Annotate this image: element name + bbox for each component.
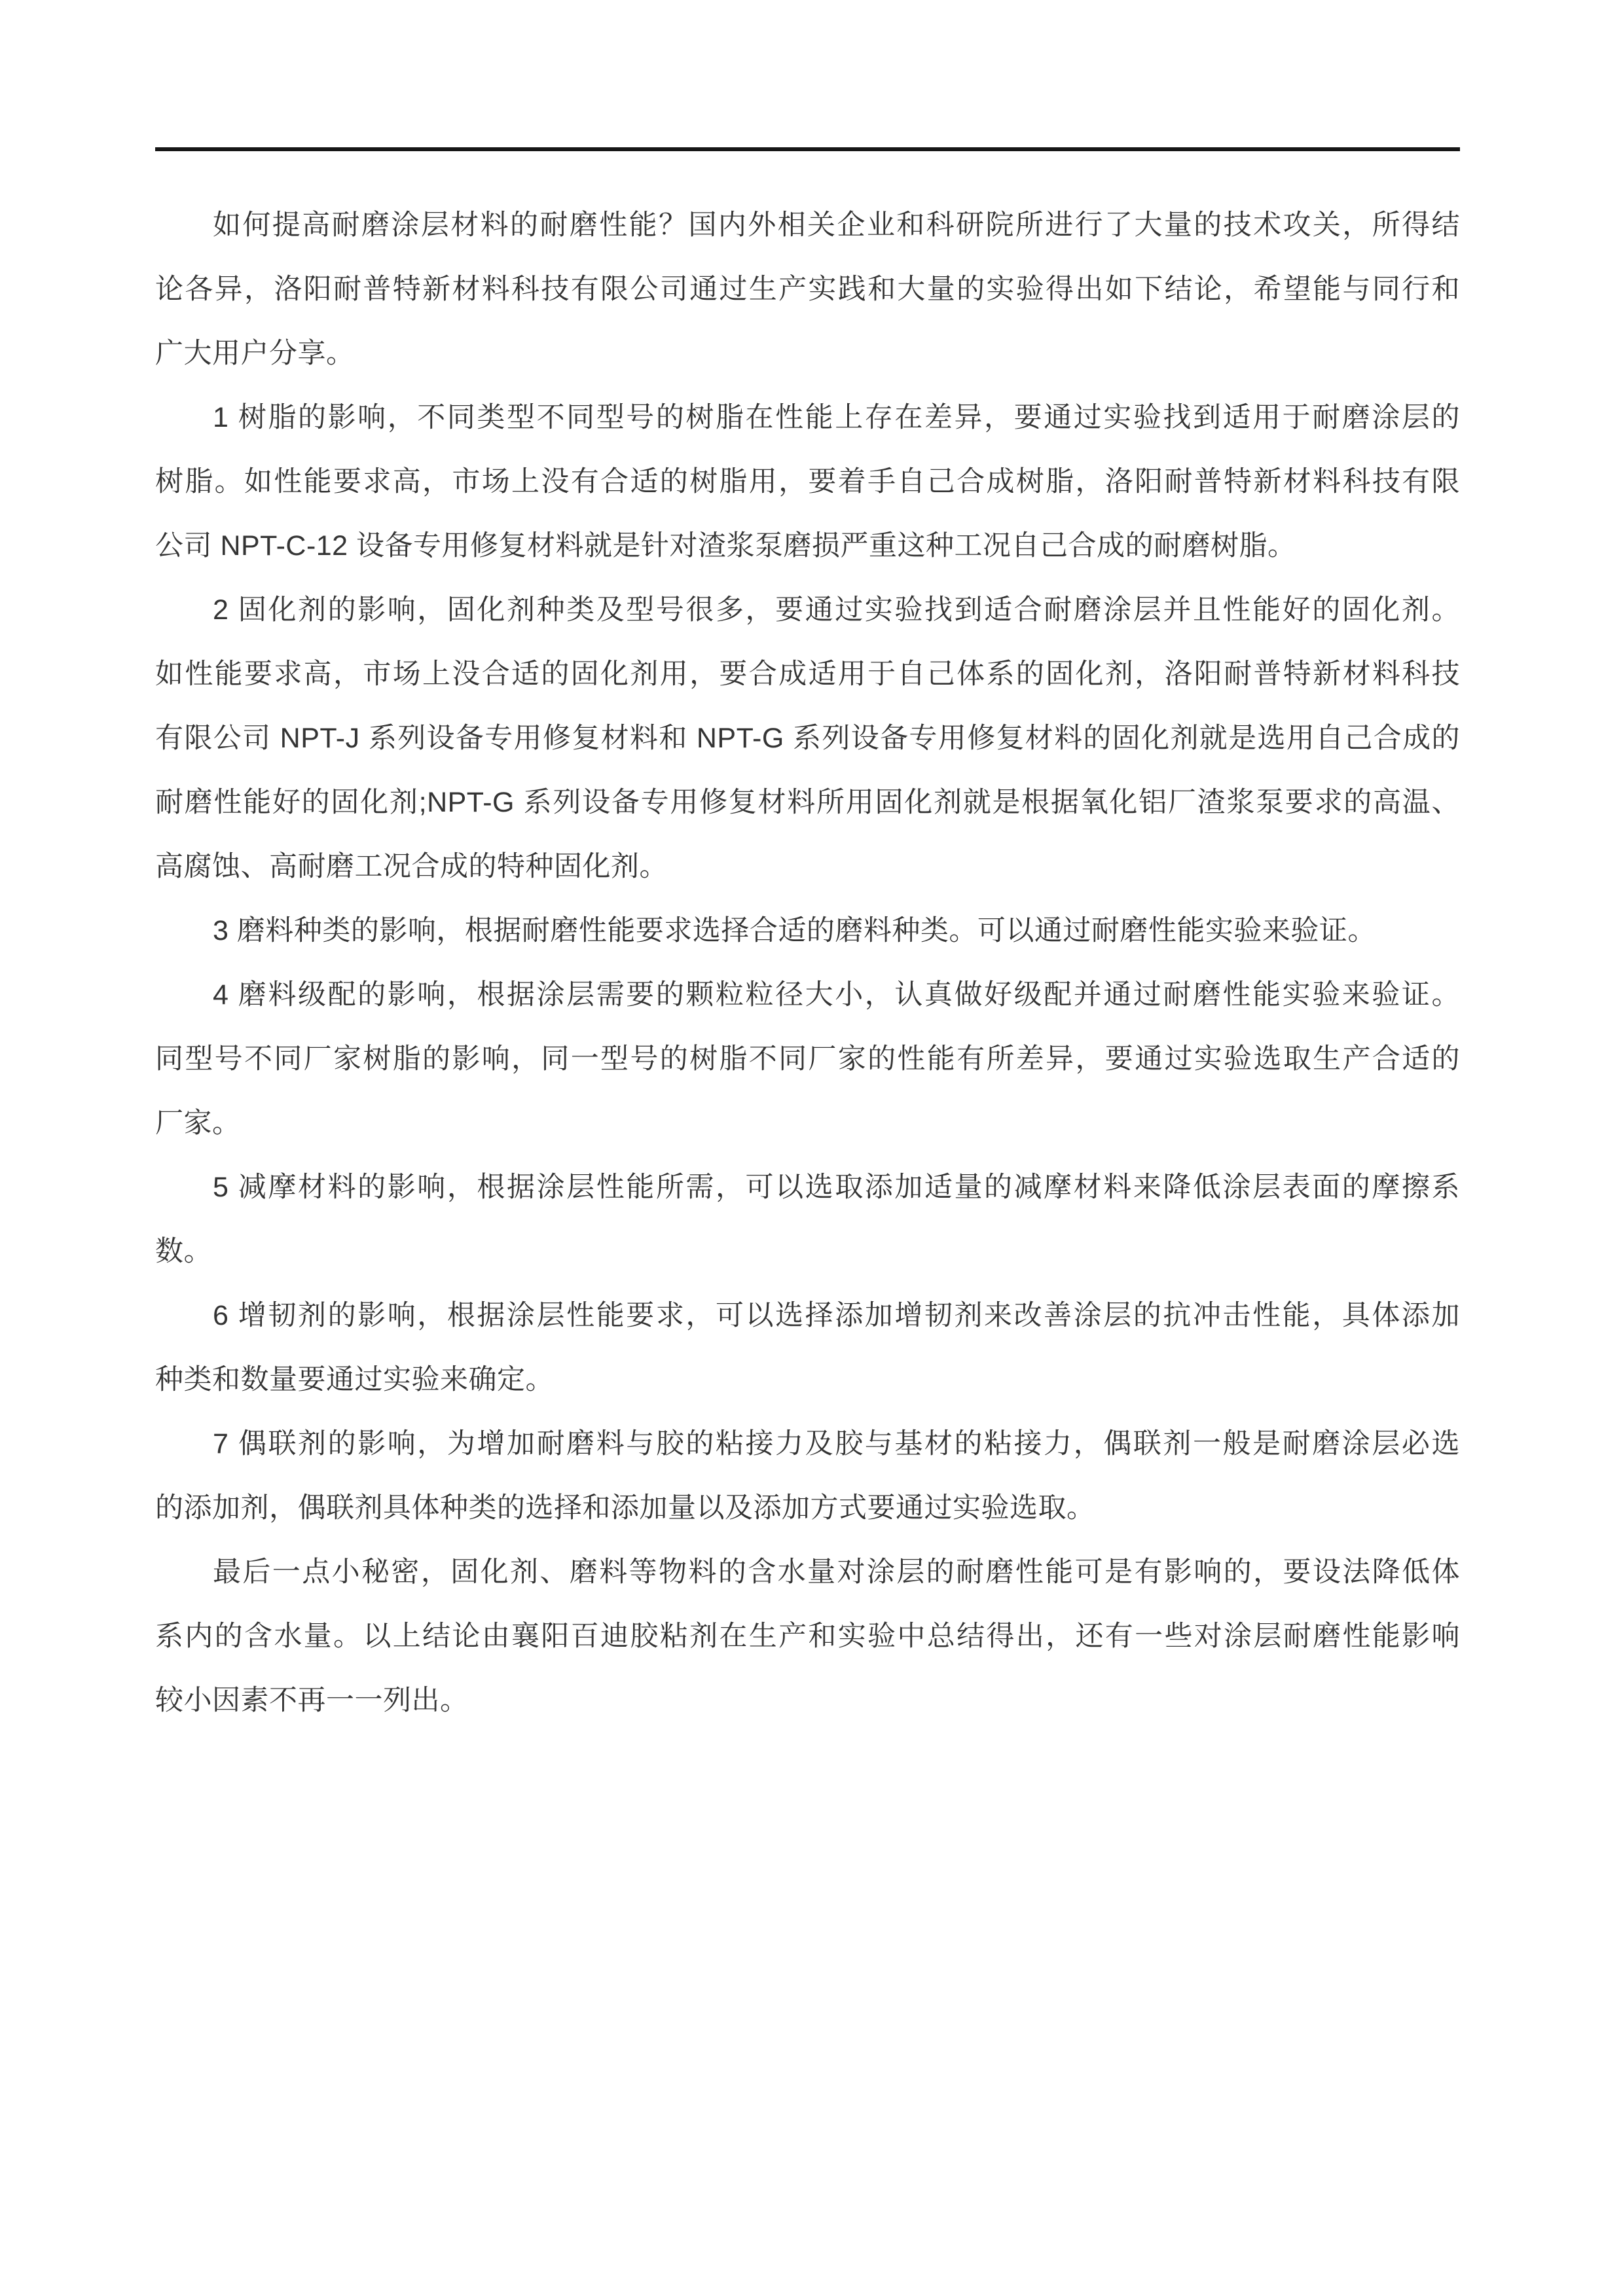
- text-line: 4 磨料级配的影响，根据涂层需要的颗粒粒径大小，认真做好级配并通过耐磨性能实验来验证。: [213, 979, 1460, 1011]
- header-rule: [155, 147, 1460, 151]
- text-line: 数。: [155, 1236, 212, 1267]
- text-line: 的添加剂，偶联剂具体种类的选择和添加量以及添加方式要通过实验选取。: [155, 1492, 1095, 1524]
- text-line: 系内的含水量。以上结论由襄阳百迪胶粘剂在生产和实验中总结得出，还有一些对涂层耐磨性能影响: [155, 1621, 1460, 1652]
- text-line: 7 偶联剂的影响，为增加耐磨料与胶的粘接力及胶与基材的粘接力，偶联剂一般是耐磨涂层必选: [213, 1428, 1460, 1460]
- text-line: 如何提高耐磨涂层材料的耐磨性能？国内外相关企业和科研院所进行了大量的技术攻关，所得结: [213, 209, 1460, 241]
- text-line: 高腐蚀、高耐磨工况合成的特种固化剂。: [155, 851, 668, 882]
- text-line: 最后一点小秘密，固化剂、磨料等物料的含水量对涂层的耐磨性能可是有影响的，要设法降低体: [213, 1556, 1460, 1588]
- text-line: 论各异，洛阳耐普特新材料科技有限公司通过生产实践和大量的实验得出如下结论，希望能与同行和: [155, 274, 1460, 305]
- text-line: 公司 NPT-C-12 设备专用修复材料就是针对渣浆泵磨损严重这种工况自己合成的耐磨树脂。: [155, 530, 1296, 562]
- text-line: 同型号不同厂家树脂的影响，同一型号的树脂不同厂家的性能有所差异，要通过实验选取生产合适的: [155, 1043, 1460, 1075]
- text-line: 1 树脂的影响，不同类型不同型号的树脂在性能上存在差异，要通过实验找到适用于耐磨涂层的: [213, 402, 1460, 433]
- text-line: 耐磨性能好的固化剂;NPT-G 系列设备专用修复材料所用固化剂就是根据氧化铝厂渣浆泵要求的高温、: [155, 787, 1460, 818]
- text-line: 厂家。: [155, 1107, 241, 1139]
- text-line: 较小因素不再一一列出。: [155, 1685, 469, 1716]
- document-content: [155, 193, 1460, 1732]
- text-line: 3 磨料种类的影响，根据耐磨性能要求选择合适的磨料种类。可以通过耐磨性能实验来验证。: [213, 915, 1376, 946]
- text-line: 6 增韧剂的影响，根据涂层性能要求，可以选择添加增韧剂来改善涂层的抗冲击性能，具体添加: [213, 1300, 1460, 1331]
- text-line: 广大用户分享。: [155, 338, 355, 369]
- text-line: 种类和数量要通过实验来确定。: [155, 1364, 554, 1395]
- text-line: 2 固化剂的影响，固化剂种类及型号很多，要通过实验找到适合耐磨涂层并且性能好的固化剂。: [213, 594, 1460, 626]
- text-line: 有限公司 NPT-J 系列设备专用修复材料和 NPT-G 系列设备专用修复材料的固化剂就是选用自己合成的: [155, 723, 1460, 754]
- text-line: 如性能要求高，市场上没合适的固化剂用，要合成适用于自己体系的固化剂，洛阳耐普特新材料科技: [155, 658, 1460, 690]
- text-line: 5 减摩材料的影响，根据涂层性能所需，可以选取添加适量的减摩材料来降低涂层表面的摩擦系: [213, 1172, 1460, 1203]
- text-line: 树脂。如性能要求高，市场上没有合适的树脂用，要着手自己合成树脂，洛阳耐普特新材料科技有限: [155, 466, 1460, 497]
